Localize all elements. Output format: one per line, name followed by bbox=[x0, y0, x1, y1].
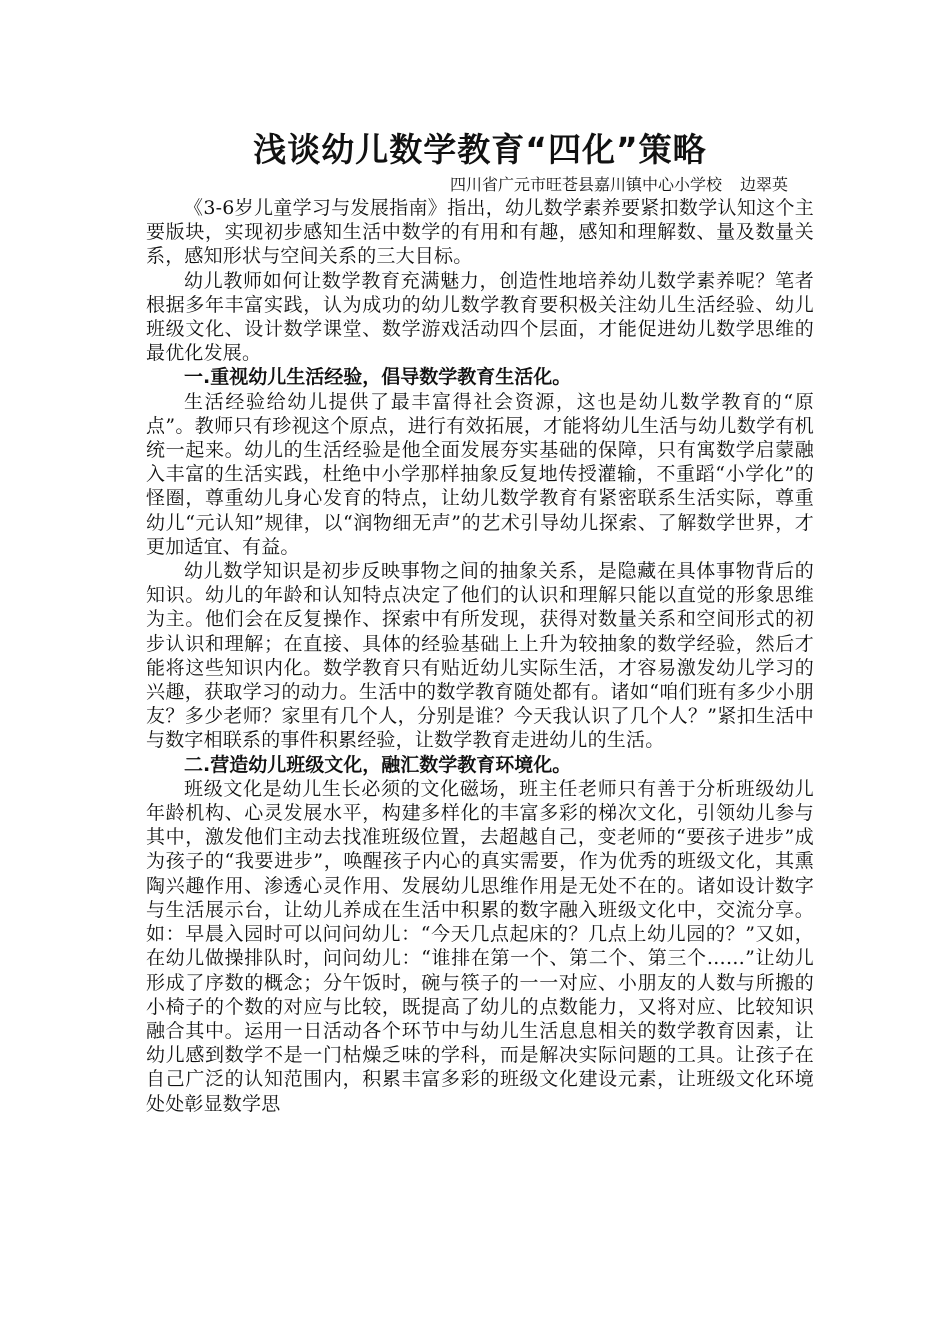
author-affiliation: 四川省广元市旺苍县嘉川镇中心小学校 bbox=[449, 175, 722, 194]
body-paragraph: 幼儿数学知识是初步反映事物之间的抽象关系，是隐藏在具体事物背后的知识。幼儿的年龄和认知特点决定了他们的认识和理解只能以直觉的形象思维为主。他们会在反复操作、探索中有所发现，获得对数量关系和空间形式的初步认识和理解；在直接、具体的经验基础上上升为较抽象的数学经验，然后才能将这些知识内化。数学教育只有贴近幼儿实际生活，才容易激发幼儿学习的兴趣，获取学习的动力。生活中的数学教育随处都有。诸如“咱们班有多少小朋友？多少老师？家里有几个人，分别是谁？今天我认识了几个人？”紧扣生活中与数字相联系的事件积累经验，让数学教育走进幼儿的生活。 bbox=[146, 560, 814, 752]
intro-paragraph: 幼儿教师如何让数学教育充满魅力，创造性地培养幼儿数学素养呢？笔者根据多年丰富实践，认为成功的幼儿数学教育要积极关注幼儿生活经验、幼儿班级文化、设计数学课堂、数学游戏活动四个层面，才能促进幼儿数学思维的最优化发展。 bbox=[146, 269, 814, 365]
body-paragraph: 生活经验给幼儿提供了最丰富得社会资源，这也是幼儿数学教育的“原点”。教师只有珍视这个原点，进行有效拓展，才能将幼儿生活与幼儿数学有机统一起来。幼儿的生活经验是他全面发展夯实基础的保障，只有寓数学启蒙融入丰富的生活实践，杜绝中小学那样抽象反复地传授灌输，不重蹈“小学化”的怪圈，尊重幼儿身心发育的特点，让幼儿数学教育有紧密联系生活实际，尊重幼儿“元认知”规律，以“润物细无声”的艺术引导幼儿探索、了解数学世界，才更加适宜、有益。 bbox=[146, 390, 814, 558]
intro-paragraph: 《3-6岁儿童学习与发展指南》指出，幼儿数学素养要紧扣数学认知这个主要版块，实现初步感知生活中数学的有用和有趣，感知和理解数、量及数量关系，感知形状与空间关系的三大目标。 bbox=[146, 197, 814, 268]
section-heading: 二.营造幼儿班级文化，融汇数学教育环境化。 bbox=[184, 753, 572, 776]
document-title: 浅谈幼儿数学教育“四化”策略 bbox=[253, 130, 707, 169]
document-page bbox=[146, 130, 814, 1116]
section-heading: 一.重视幼儿生活经验，倡导数学教育生活化。 bbox=[184, 366, 572, 389]
author-byline bbox=[146, 174, 788, 196]
author-name: 边翠英 bbox=[739, 175, 788, 194]
body-paragraph: 班级文化是幼儿生长必须的文化磁场，班主任老师只有善于分析班级幼儿年龄机构、心灵发展水平，构建多样化的丰富多彩的梯次文化，引领幼儿参与其中，激发他们主动去找准班级位置，去超越自己，变老师的“要孩子进步”成为孩子的“我要进步”，唤醒孩子内心的真实需要，作为优秀的班级文化，其熏陶兴趣作用、渗透心灵作用、发展幼儿思维作用是无处不在的。诸如设计数字与生活展示台，让幼儿养成在生活中积累的数字融入班级文化中，交流分享。如：早晨入园时可以问问幼儿：“今天几点起床的？几点上幼儿园的？”又如，在幼儿做操排队时，问问幼儿：“谁排在第一个、第二个、第三个……”让幼儿形成了序数的概念；分午饭时，碗与筷子的一一对应、小朋友的人数与所搬的小椅子的个数的对应与比较，既提高了幼儿的点数能力，又将对应、比较知识融合其中。运用一日活动各个环节中与幼儿生活息息相关的数学教育因素，让幼儿感到数学不是一门枯燥乏味的学科，而是解决实际问题的工具。让孩子在自己广泛的认知范围内，积累丰富多彩的班级文化建设元素，让班级文化环境处处彰显数学思 bbox=[146, 777, 814, 1115]
